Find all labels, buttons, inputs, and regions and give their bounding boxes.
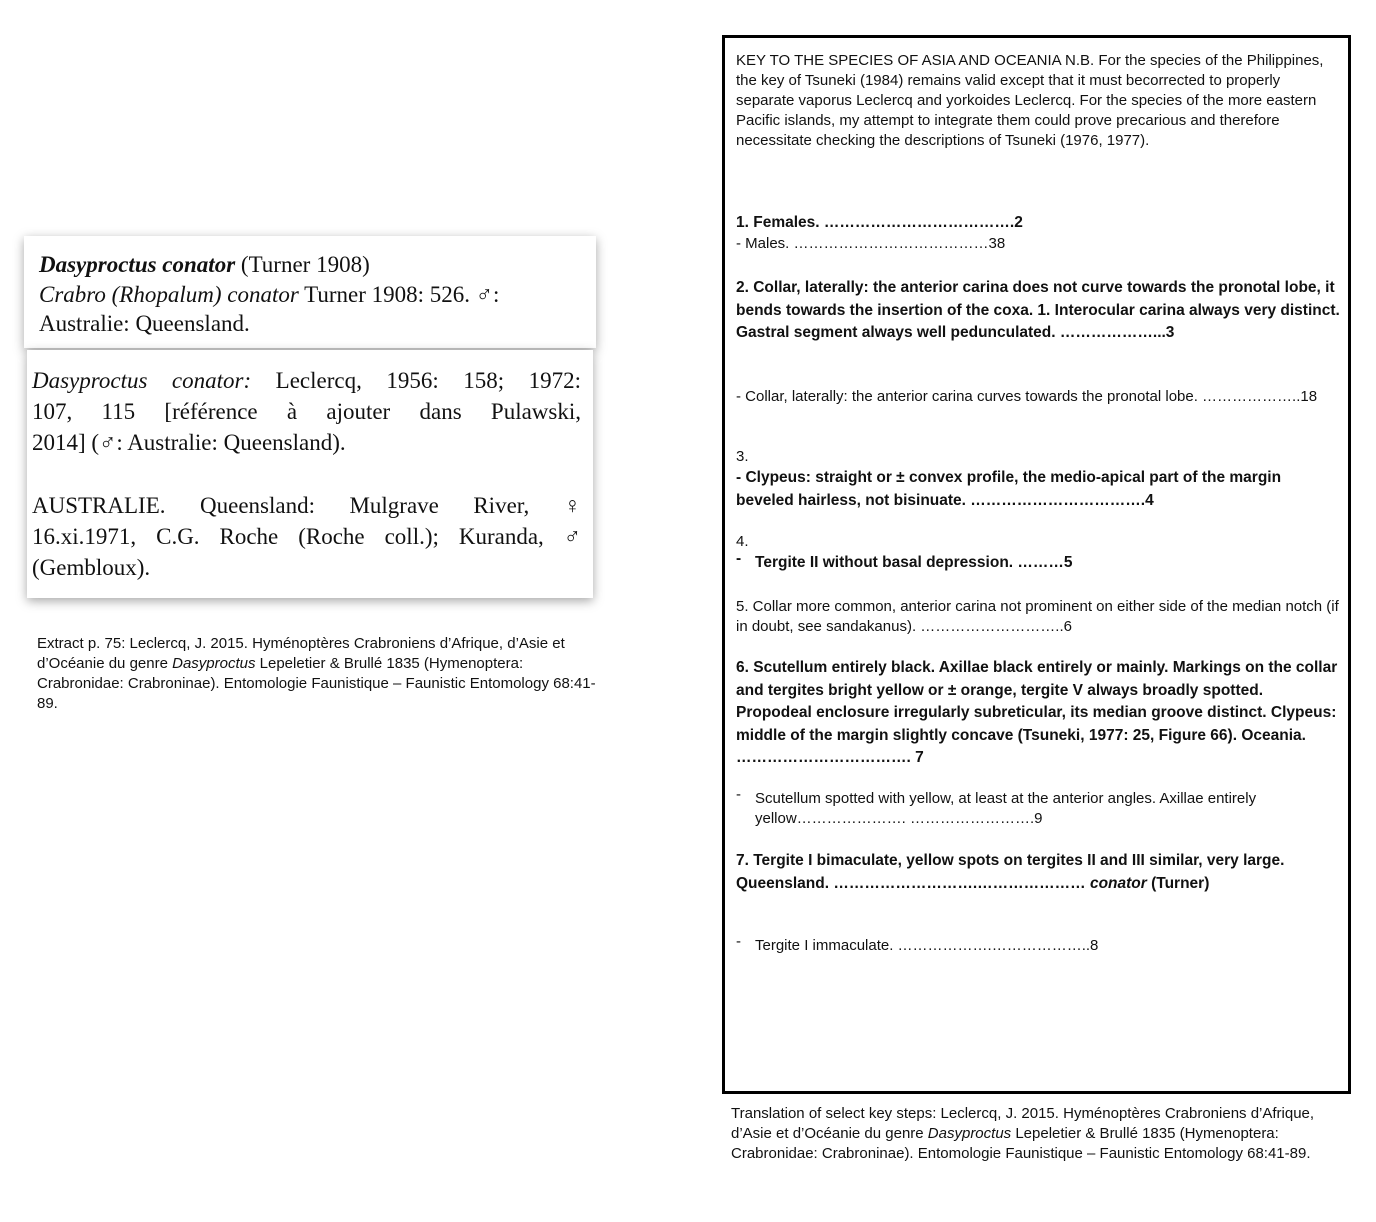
species-title-line	[39, 250, 584, 280]
caption-genus: Dasyproctus	[172, 655, 256, 672]
synonym-name: Crabro (Rhopalum) conator	[39, 281, 299, 307]
key-step-6b: Scutellum spotted with yellow, at least at the anterior angles. Axillae entirely yellow…………………. …………………….9	[755, 790, 1257, 827]
translation-caption-text-2: Lepeletier & Brullé 1835 (Hymenoptera: Crabronidae: Crabroninae). Entomologie Faunistique – Faunistic Entomology 68:41-89.	[731, 1125, 1311, 1162]
record-line-6: (Gembloux).	[32, 555, 151, 580]
key-step-3a: - Clypeus: straight or ± convex profile, the medio-apical part of the margin beveled hairless, not bisinuate. …………………………….4	[736, 469, 1282, 509]
key-step-7a-line-2	[736, 873, 1341, 896]
key-step-7-dash: -	[736, 933, 741, 950]
key-intro: KEY TO THE SPECIES OF ASIA AND OCEANIA N.B. For the species of the Philippines, the key of Tsuneki (1984) remains valid except that it must becorrected to properly separate vaporus Leclercq and yorkoides Leclercq. For the species of the more eastern Pacific islands, my attempt to integrate them could prove precarious and therefore necessitate checking the descriptions of Tsuneki (1976, 1977).	[736, 52, 1324, 149]
key-step-3-number: 3.	[736, 448, 749, 465]
key-step-7a-author: (Turner)	[1146, 874, 1210, 892]
record-line-5: 16.xi.1971, C.G. Roche (Roche coll.); Kuranda, ♂	[32, 524, 581, 549]
key-step-7a-locality: Queensland. ……………………….…………………	[736, 874, 1090, 892]
species-record-card	[27, 350, 593, 598]
key-step-4a-row	[736, 552, 1341, 575]
key-step-7b: Tergite I immaculate. ……………….………………..8	[755, 937, 1099, 954]
translation-caption-text-1: Translation of select key steps: Leclercq, J. 2015. Hyménoptères Crabroniens d’Afrique, d’Asie et d’Océanie du genre	[731, 1105, 1315, 1142]
key-step-7b-row	[736, 933, 1341, 956]
key-step-5: 5. Collar more common, anterior carina not prominent on either side of the median notch (if in doubt, see sandakanus). ………………………..6	[736, 598, 1339, 635]
record-line-3: 2014] (♂: Australie: Queensland).	[32, 430, 346, 455]
key-step-1b: - Males. …………………………………38	[736, 235, 1006, 252]
synonym-line	[39, 280, 584, 310]
key-step-4-dash: -	[736, 550, 742, 567]
extract-caption	[37, 634, 597, 714]
locality-line: Australie: Queensland.	[39, 311, 250, 336]
key-step-7a	[736, 850, 1341, 895]
record-line-4: AUSTRALIE. Queensland: Mulgrave River, ♀	[32, 493, 581, 518]
translation-caption-genus: Dasyproctus	[927, 1125, 1012, 1142]
key-step-7a-species: conator	[1089, 874, 1147, 892]
key-step-2b: - Collar, laterally: the anterior carina curves towards the pronotal lobe. ………………..18	[736, 388, 1318, 405]
record-species: Dasyproctus conator:	[32, 368, 252, 393]
key-step-4-number: 4.	[736, 533, 749, 550]
key-step-7a-line-1: 7. Tergite I bimaculate, yellow spots on tergites II and III similar, very large.	[736, 852, 1285, 869]
key-step-6b-row	[736, 786, 1341, 829]
key-step-2a: 2. Collar, laterally: the anterior carina does not curve towards the pronotal lobe, it bends towards the insertion of the coxa. 1. Interocular carina always very distinct. Gastral segment always well pedunculated. ………………...3	[736, 279, 1340, 341]
key-step-4a: Tergite II without basal depression. ………5	[755, 554, 1073, 571]
record-line-2: 107, 115 [référence à ajouter dans Pulawski,	[32, 399, 581, 424]
species-author: (Turner 1908)	[235, 252, 370, 277]
synonym-ref: Turner 1908: 526. ♂:	[298, 281, 500, 307]
key-step-6a: 6. Scutellum entirely black. Axillae black entirely or mainly. Markings on the collar and tergites bright yellow or ± orange, tergite V always broadly spotted. Propodeal enclosure irregularly subreticular, its median groove distinct. Clypeus: middle of the margin slightly concave (Tsuneki, 1977: 25, Figure 66). Oceania. ……………………………. 7	[736, 659, 1338, 766]
record-line-1	[32, 365, 581, 396]
caption-text-2: Lepeletier & Brullé 1835 (Hymenoptera: Crabronidae: Crabroninae). Entomologie Faunistique – Faunistic Entomology 68:41-89.	[37, 655, 596, 712]
key-box	[722, 35, 1351, 1094]
translation-caption	[731, 1104, 1351, 1164]
species-name: Dasyproctus conator	[39, 252, 236, 277]
caption-text-1: Extract p. 75: Leclercq, J. 2015. Hyménoptères Crabroniens d’Afrique, d’Asie et d’Océanie du genre	[37, 635, 565, 672]
key-step-6-dash: -	[736, 786, 741, 803]
species-header-card	[24, 236, 596, 348]
key-step-1a: 1. Females. ……………………………….2	[736, 214, 1023, 231]
record-ref: Leclercq, 1956: 158; 1972:	[251, 368, 582, 393]
